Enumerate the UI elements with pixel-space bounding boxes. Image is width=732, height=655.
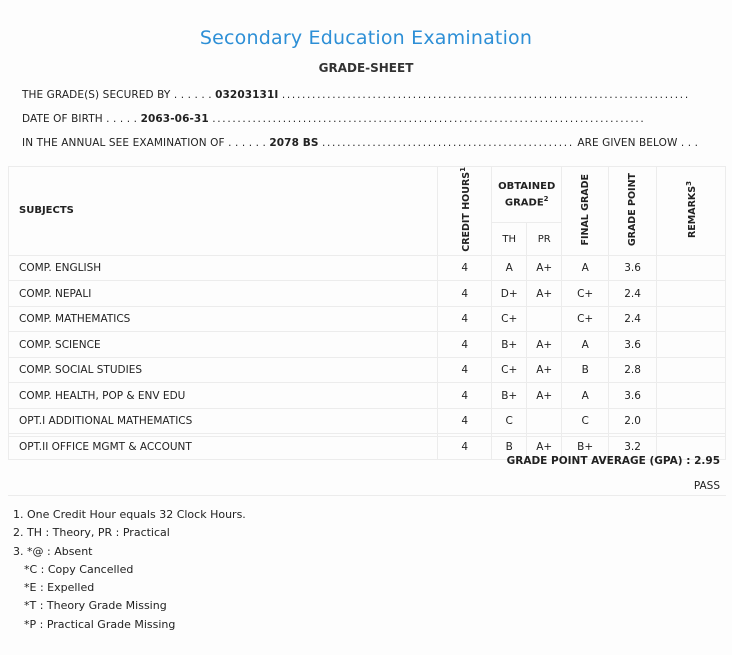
remarks-sup: 3 — [684, 180, 693, 186]
table-row — [9, 408, 726, 434]
credit-hours-cell: 4 — [438, 383, 492, 409]
subject-cell: COMP. MATHEMATICS — [9, 306, 438, 332]
remarks-cell — [657, 255, 726, 281]
practical-grade-cell — [527, 306, 562, 332]
grade-point-cell: 2.0 — [609, 408, 657, 434]
remarks-text: REMARKS — [687, 185, 699, 238]
page-title: Secondary Education Examination — [199, 27, 533, 49]
result-status: PASS — [693, 480, 720, 492]
final-grade-cell: A — [562, 255, 609, 281]
table-row — [9, 383, 726, 409]
subject-cell: COMP. SCIENCE — [9, 332, 438, 358]
grade-point-cell: 2.4 — [609, 306, 657, 332]
credit-hours-cell: 4 — [438, 434, 492, 460]
credit-hours-cell: 4 — [438, 357, 492, 383]
table-row — [9, 306, 726, 332]
remarks-cell — [657, 383, 726, 409]
exam-tail: ARE GIVEN BELOW . . . — [577, 137, 699, 149]
grade-rows — [9, 255, 726, 459]
subject-cell: COMP. HEALTH, POP & ENV EDU — [9, 383, 438, 409]
gpa-value: GRADE POINT AVERAGE (GPA) : 2.95 — [506, 455, 720, 467]
table-row — [9, 281, 726, 307]
gpa-summary — [8, 436, 726, 496]
footnote-item: *P : Practical Grade Missing — [24, 617, 176, 631]
grade-point-header — [609, 167, 657, 256]
final-grade-cell: C — [562, 408, 609, 434]
final-grade-cell: C+ — [562, 306, 609, 332]
grade-table — [8, 166, 726, 460]
credit-hours-header — [438, 167, 492, 256]
final-grade-cell: B+ — [562, 434, 609, 460]
credit-hours-cell: 4 — [438, 332, 492, 358]
table-row — [9, 255, 726, 281]
dot-leader: ................................................................................. — [281, 89, 690, 101]
credit-hours-cell: 4 — [438, 255, 492, 281]
pr-header: PR — [527, 223, 562, 255]
exam-year: 2078 BS — [269, 137, 319, 149]
exam-line — [22, 137, 698, 149]
final-grade-header — [562, 167, 609, 256]
grade-point-cell: 3.6 — [609, 332, 657, 358]
subjects-header — [9, 167, 438, 256]
footnotes — [13, 506, 246, 634]
footnote-item: 1. One Credit Hour equals 32 Clock Hours. — [13, 508, 246, 521]
practical-grade-cell: A+ — [527, 255, 562, 281]
subject-cell: COMP. NEPALI — [9, 281, 438, 307]
final-grade-label: FINAL GRADE — [579, 173, 591, 246]
obtained-grade-sup: 2 — [543, 195, 549, 204]
obtained-grade-header — [492, 167, 562, 223]
practical-grade-cell: A+ — [527, 383, 562, 409]
theory-grade-cell: B+ — [492, 383, 527, 409]
th-header: TH — [492, 223, 527, 255]
footnote-item: *E : Expelled — [24, 581, 95, 595]
credit-hours-text: CREDIT HOURS — [460, 171, 472, 252]
theory-grade-cell: B+ — [492, 332, 527, 358]
table-row — [9, 357, 726, 383]
grade-sheet-heading: GRADE-SHEET — [318, 61, 414, 75]
remarks-cell — [657, 306, 726, 332]
credit-hours-label — [458, 167, 472, 252]
grade-point-cell: 3.6 — [609, 255, 657, 281]
remarks-label — [684, 181, 698, 238]
theory-grade-cell: B — [492, 434, 527, 460]
remarks-cell — [657, 281, 726, 307]
grade-point-cell: 3.6 — [609, 383, 657, 409]
symbol-number: 03203131I — [215, 89, 279, 101]
table-row — [9, 332, 726, 358]
grade-point-cell: 3.2 — [609, 434, 657, 460]
credit-hours-cell: 4 — [438, 281, 492, 307]
secured-by-line — [22, 89, 690, 101]
grade-point-cell: 2.8 — [609, 357, 657, 383]
secured-by-label: THE GRADE(S) SECURED BY . . . . . . — [22, 89, 212, 101]
exam-label: IN THE ANNUAL SEE EXAMINATION OF . . . . . . — [22, 137, 266, 149]
credit-hours-cell: 4 — [438, 306, 492, 332]
theory-grade-cell: C+ — [492, 306, 527, 332]
remarks-cell — [657, 357, 726, 383]
practical-grade-cell: A+ — [527, 434, 562, 460]
grade-point-cell: 2.4 — [609, 281, 657, 307]
footnote-item: 2. TH : Theory, PR : Practical — [13, 526, 170, 540]
remarks-cell — [657, 408, 726, 434]
practical-grade-cell: A+ — [527, 281, 562, 307]
subject-cell: OPT.II OFFICE MGMT & ACCOUNT — [9, 434, 438, 460]
final-grade-cell: A — [562, 383, 609, 409]
dot-leader: ...................................................................................... — [212, 113, 646, 125]
subjects-header-label: SUBJECTS — [19, 205, 74, 217]
footnote-item: 3. *@ : Absent — [13, 544, 93, 558]
subject-cell: OPT.I ADDITIONAL MATHEMATICS — [9, 408, 438, 434]
theory-grade-cell: C+ — [492, 357, 527, 383]
credit-hours-cell: 4 — [438, 408, 492, 434]
subject-cell: COMP. ENGLISH — [9, 255, 438, 281]
practical-grade-cell: A+ — [527, 357, 562, 383]
subject-cell: COMP. SOCIAL STUDIES — [9, 357, 438, 383]
practical-grade-cell: A+ — [527, 332, 562, 358]
date-of-birth: 2063-06-31 — [140, 113, 209, 125]
theory-grade-cell: A — [492, 255, 527, 281]
dob-label: DATE OF BIRTH . . . . . — [22, 113, 138, 125]
theory-grade-cell: D+ — [492, 281, 527, 307]
credit-hours-sup: 1 — [458, 167, 467, 172]
dob-line — [22, 113, 645, 125]
practical-grade-cell — [527, 408, 562, 434]
remarks-cell — [657, 332, 726, 358]
remarks-header — [657, 167, 726, 256]
final-grade-cell: B — [562, 357, 609, 383]
footnote-item: *T : Theory Grade Missing — [24, 599, 167, 613]
final-grade-cell: C+ — [562, 281, 609, 307]
dot-leader: .................................................. — [321, 137, 574, 149]
theory-grade-cell: C — [492, 408, 527, 434]
grade-point-label: GRADE POINT — [627, 172, 639, 246]
footnote-item: *C : Copy Cancelled — [24, 562, 134, 576]
final-grade-cell: A — [562, 332, 609, 358]
obtained-grade-label: OBTAINED GRADE — [498, 181, 556, 209]
